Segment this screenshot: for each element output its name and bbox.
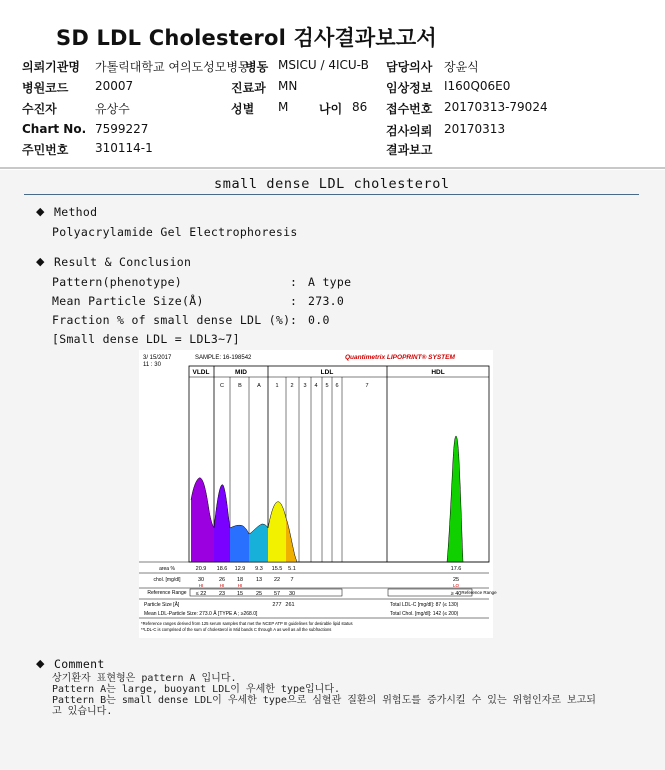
age-value: 86 — [352, 100, 368, 114]
area-value: 18.6 — [216, 566, 228, 572]
chart-value: 7599227 — [95, 122, 149, 136]
total-ldl: Total LDL-C [mg/dl]: 87 (≤ 130) — [390, 602, 459, 608]
footnote: **LDL-C is comprised of the sum of cholesterol in Mid bands C through A as well as all the subfractions — [141, 627, 332, 632]
chol-value: 25 — [452, 577, 460, 583]
ref-row-label: Reference Range — [147, 590, 187, 596]
page-title: SD LDL Cholesterol 검사결과보고서 — [56, 26, 437, 50]
chol-value: 18 — [236, 577, 244, 583]
chol-value: 22 — [273, 577, 281, 583]
mean-particle-line: Mean LDL-Particle Size: 273.0 Å [TYPE A ; ≥268.0] — [144, 611, 258, 617]
sex-label: 성별 — [231, 102, 255, 116]
institution-value: 가톨릭대학교 여의도성모병동 — [95, 60, 250, 74]
area-row-label: area % — [159, 566, 175, 572]
diamond-bullet-icon: ◆ — [36, 657, 45, 670]
zone-label-ldl: LDL — [320, 369, 334, 376]
ward-value: MSICU / 4ICU-B — [278, 58, 369, 72]
peak-mid-b — [230, 525, 249, 562]
chart-time: 11 : 30 — [143, 362, 161, 368]
band-label: C — [220, 383, 224, 389]
receipt-label: 접수번호 — [386, 102, 433, 116]
area-value: 20.9 — [195, 566, 207, 572]
comment-line: 고 있습니다. — [52, 706, 113, 717]
ref-value: 57 — [273, 591, 281, 597]
result-sep: : — [290, 275, 298, 289]
particle-value: 277 — [272, 602, 282, 608]
header-divider — [0, 167, 665, 169]
id-label: 주민번호 — [22, 143, 69, 157]
result-value: 273.0 — [308, 294, 345, 308]
result-label: Fraction % of small dense LDL (%) — [52, 313, 291, 327]
particle-label: Particle Size [Å] — [144, 602, 180, 608]
clinical-label: 임상정보 — [386, 81, 433, 95]
band-label: 7 — [365, 383, 369, 389]
lipoprint-chart — [139, 350, 497, 638]
age-label: 나이 — [319, 102, 343, 116]
request-value: 20170313 — [444, 122, 506, 136]
area-value: 15.5 — [271, 566, 283, 572]
ref-value: 15 — [236, 591, 244, 597]
comment-heading: Comment — [54, 657, 105, 671]
chart-label: Chart No. — [22, 122, 87, 136]
total-chol: Total Chol. [mg/dl]: 142 (≤ 200) — [390, 611, 459, 617]
ref-right-label: Reference Range — [461, 590, 497, 595]
flag-hi: HI — [198, 583, 204, 588]
hospital-code-value: 20007 — [95, 79, 134, 93]
report-label: 결과보고 — [386, 143, 433, 157]
result-sep: : — [290, 313, 298, 327]
ref-value: ≥ 40 — [450, 591, 462, 597]
institution-label: 의뢰기관명 — [22, 60, 80, 74]
sex-value: M — [278, 100, 289, 114]
chart-brand: Quantimetrix LIPOPRINT® SYSTEM — [345, 354, 455, 361]
footnote: *Reference ranges derived from 125 serum samples that met the NCEP ATP III guidelines for desirable lipid status — [141, 621, 353, 626]
result-heading: Result & Conclusion — [54, 255, 192, 269]
flag-hi: HI — [237, 583, 243, 588]
flag-lo: LO — [452, 583, 460, 588]
comment-line: Pattern B는 small dense LDL이 우세한 type으로 심혈관 질환의 위험도를 증가시킬 수 있는 위험인자로 보고되 — [52, 695, 596, 706]
comment-line: Pattern A는 large, buoyant LDL이 우세한 type입니다. — [52, 684, 340, 695]
doctor-value: 장윤식 — [444, 60, 479, 74]
chol-value: 30 — [197, 577, 205, 583]
clinical-value: I160Q06E0 — [444, 79, 511, 93]
band-label: A — [257, 383, 261, 389]
hospital-code-label: 병원코드 — [22, 81, 69, 95]
band-label: 4 — [314, 383, 318, 389]
zone-label-mid: MID — [235, 369, 247, 376]
result-value: 0.0 — [308, 313, 330, 327]
band-label: 6 — [335, 383, 339, 389]
band-label: 1 — [275, 383, 279, 389]
result-note: [Small dense LDL = LDL3~7] — [52, 332, 240, 346]
area-value: 12.9 — [234, 566, 246, 572]
ref-value: 30 — [288, 591, 296, 597]
ref-value: ≤ 22 — [195, 591, 207, 597]
comment-line: 상기환자 표현형은 pattern A 입니다. — [52, 673, 237, 684]
section-title: small dense LDL cholesterol — [214, 176, 450, 192]
area-value: 17.6 — [450, 566, 462, 572]
id-value: 310114-1 — [95, 141, 153, 155]
area-value: 5.1 — [288, 566, 296, 572]
band-label: 2 — [290, 383, 294, 389]
patient-value: 유상수 — [95, 102, 130, 116]
zone-label-hdl: HDL — [431, 369, 445, 376]
band-label: 5 — [325, 383, 329, 389]
ward-label: 병동 — [245, 60, 269, 74]
band-label: 3 — [303, 383, 307, 389]
zone-label-vldl: VLDL — [192, 369, 210, 376]
chol-value: 13 — [255, 577, 263, 583]
dept-value: MN — [278, 79, 298, 93]
flag-hi: HI — [219, 583, 225, 588]
method-text: Polyacrylamide Gel Electrophoresis — [52, 225, 298, 239]
chart-date: 3/ 15/2017 — [143, 355, 172, 361]
doctor-label: 담당의사 — [386, 60, 433, 74]
chol-value: 26 — [218, 577, 226, 583]
result-label: Pattern(phenotype) — [52, 275, 183, 289]
diamond-bullet-icon: ◆ — [36, 255, 45, 268]
diamond-bullet-icon: ◆ — [36, 205, 45, 218]
request-label: 검사의뢰 — [386, 124, 433, 138]
chol-value: 7 — [290, 577, 294, 583]
area-value: 9.3 — [255, 566, 263, 572]
result-label: Mean Particle Size(Å) — [52, 294, 204, 308]
chol-row-label: chol. [mg/dl] — [153, 577, 181, 583]
particle-value: 261 — [285, 602, 295, 608]
dept-label: 진료과 — [231, 81, 266, 95]
receipt-value: 20170313-79024 — [444, 100, 548, 114]
band-label: B — [238, 383, 242, 389]
ref-value: 25 — [255, 591, 263, 597]
method-heading: Method — [54, 205, 98, 219]
ref-value: 23 — [218, 591, 226, 597]
section-title-underline — [24, 194, 639, 195]
result-sep: : — [290, 294, 298, 308]
chart-sample: SAMPLE: 16-198542 — [195, 355, 252, 361]
result-value: A type — [308, 275, 352, 289]
patient-label: 수진자 — [22, 102, 57, 116]
